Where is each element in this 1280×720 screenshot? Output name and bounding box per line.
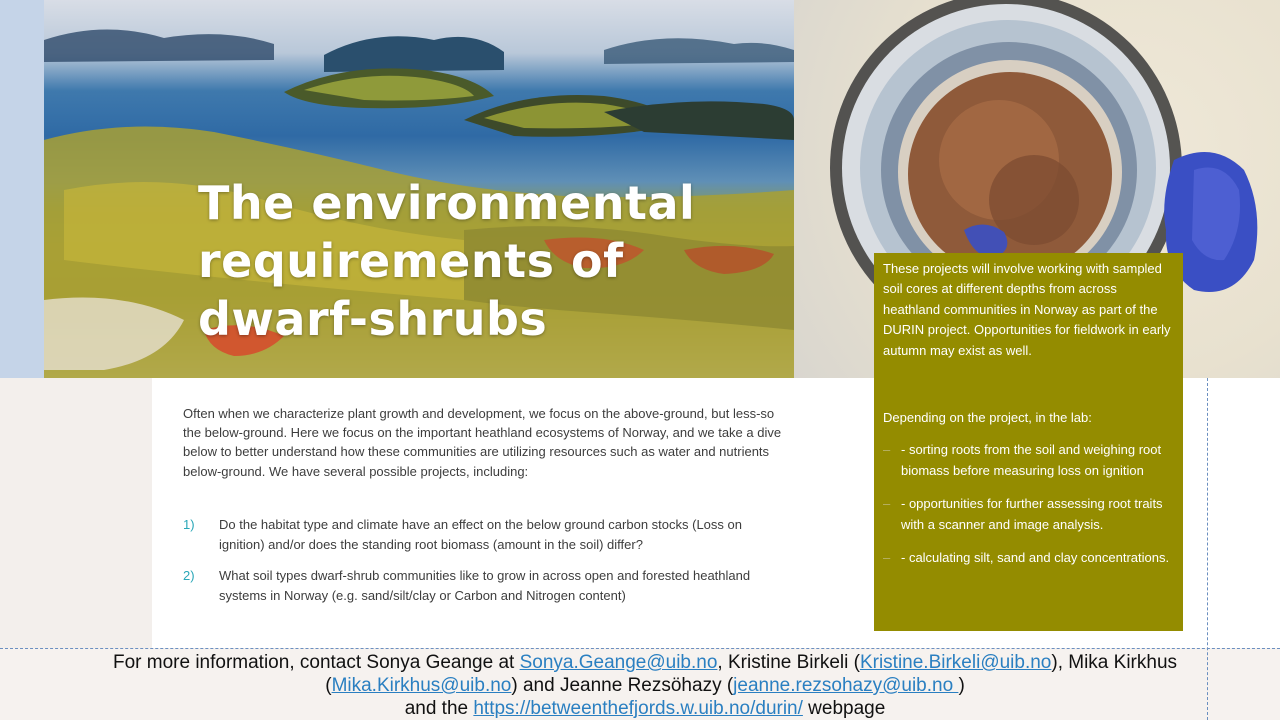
bullet-icon: – [883,496,891,512]
footer-text: For more information, contact Sonya Geange at [112,652,520,673]
lab-tasks-list [883,440,1174,568]
research-questions-list [183,515,783,617]
email-link-mika[interactable]: Mika.Kirkhus@uib.no [331,675,512,696]
footer-text: ), Mika Kirkhus ( [325,652,1178,696]
list-item-text: What soil types dwarf-shrub communities like to grow in across open and forested heathland systems in Norway (e.g. sand/silt/clay or Carbon and Nitrogen content) [219,568,751,603]
list-item [883,494,1174,535]
list-item [183,515,783,554]
list-item-text: - calculating silt, sand and clay concentrations. [901,550,1170,566]
left-accent-strip [0,0,44,378]
intro-paragraph: Often when we characterize plant growth and development, we focus on the above-ground, but less-so the below-ground. Here we focus on the important heathland ecosystems of Norway, and we take a dive below to better understand how these communities are utilizing resources such as water and nutrients below-ground. We have several possible projects, including: [183,406,782,479]
page-title [198,174,758,348]
list-item-text: - sorting roots from the soil and weighing root biomass before measuring loss on ignition [901,442,1162,478]
footer-text: webpage [802,698,886,719]
list-item-number: 1) [183,517,195,532]
footer-text: and the [404,698,474,719]
footer-text: ) and Jeanne Rezsöhazy ( [511,675,734,696]
email-link-kristine[interactable]: Kristine.Birkeli@uib.no [859,652,1052,673]
email-link-sonya[interactable]: Sonya.Geange@uib.no [519,652,718,673]
contact-footer [60,651,1230,720]
project-info-box [874,253,1183,631]
list-item [183,566,783,605]
title-line-1: The environmental [198,176,696,230]
list-item-number: 2) [183,568,195,583]
footer-text: ) [958,675,965,696]
email-link-jeanne[interactable]: jeanne.rezsohazy@uib.no [733,675,959,696]
bullet-icon: – [883,442,891,458]
title-line-3: dwarf-shrubs [198,292,548,346]
durin-webpage-link[interactable]: https://betweenthefjords.w.uib.no/durin/ [473,698,803,719]
info-box-paragraph: These projects will involve working with sampled soil cores at different depths from across heathland communities in Norway as part of the DURIN project. Opportunities for fieldwork in early autumn may exist as well. [883,261,1171,358]
title-line-2: requirements of [198,234,624,288]
list-item-text: - opportunities for further assessing root traits with a scanner and image analysis. [901,496,1163,532]
info-box-subheading: Depending on the project, in the lab: [883,410,1092,426]
left-panel [0,378,152,648]
horizontal-guide-line [0,648,1280,649]
bullet-icon: – [883,550,891,566]
footer-text: , Kristine Birkeli ( [717,652,860,673]
list-item-text: Do the habitat type and climate have an effect on the below ground carbon stocks (Loss on ignition) and/or does the standing root biomass (amount in the soil) differ? [219,517,742,552]
list-item [883,548,1174,568]
list-item [883,440,1174,481]
